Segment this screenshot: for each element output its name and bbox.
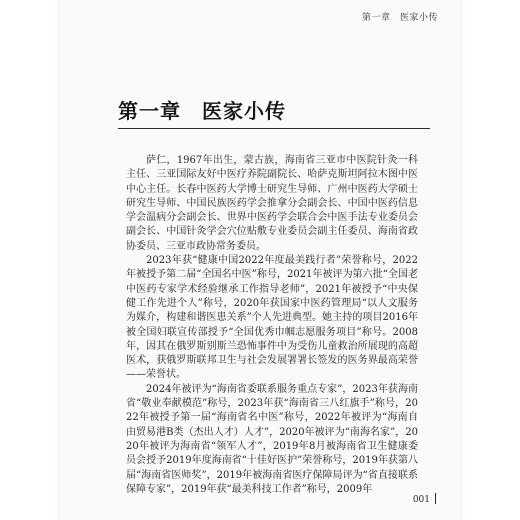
book-page [60,0,460,520]
page-number: 001 [413,493,436,505]
running-head: 第一章 医家小传 [361,13,438,23]
chapter-title: 第一章 医家小传 [118,99,286,123]
title-rule [118,128,430,129]
body-text [126,154,418,497]
paragraph: 2024年被评为“海南省委联系服务重点专家”，2023年获海南省“敬业奉献模范”称号，2023年获“海南省三八红旗手”称号，2022年被授予第一届“海南省名中医”称号，2022年被评为“海南自由贸易港B类（杰出人才）人才”，2020年被评为“南海名家”，2020年被评为海南省“领军人才”，2019年8月被海南省卫生健康委员会授予2019年度海南省“十佳好医护”荣誉称号，2019年获第八届“海南省医师奖”，2019年被海南省医疗保障局评为“省直接联系保障专家”，2019年获“最美科技工作者”称号，2009年 [126,383,418,495]
paragraph: 2023年获“健康中国2022年度最美践行者”荣誉称号，2022年被授予第二届“全国名中医”称号，2021年被评为第六批“全国老中医药专家学术经验继承工作指导老师”，2021年被授予“中央保健工作先进个人”称号，2020年获国家中医药管理局“以人文服务为媒介，构建和谐医患关系”个人先进典型。她主持的项目2016年被全国妇联宣传部授予“全国优秀巾帼志愿服务项目”称号。2008年，因其在俄罗斯别斯兰恐怖事件中为受伤儿童救治所展现的高超医术，获俄罗斯联邦卫生与社会发展署署长签发的医务界最高荣誉——荣誉状。 [126,255,418,381]
paragraph: 萨仁，1967年出生，蒙古族，海南省三亚市中医院针灸一科主任、三亚国际友好中医疗养院副院长、哈萨克斯坦阿拉木图中医中心主任。长春中医药大学博士研究生导师、广州中医药大学硕士研究生导师、中国民族医药学会推拿分会副会长、中国中医药信息学会温病分会副会长、世界中医药学会联合会中医手法专业委员会副会长、中国针灸学会穴位贴敷专业委员会副主任委员、海南省政协委员、三亚市政协常务委员。 [126,155,418,252]
